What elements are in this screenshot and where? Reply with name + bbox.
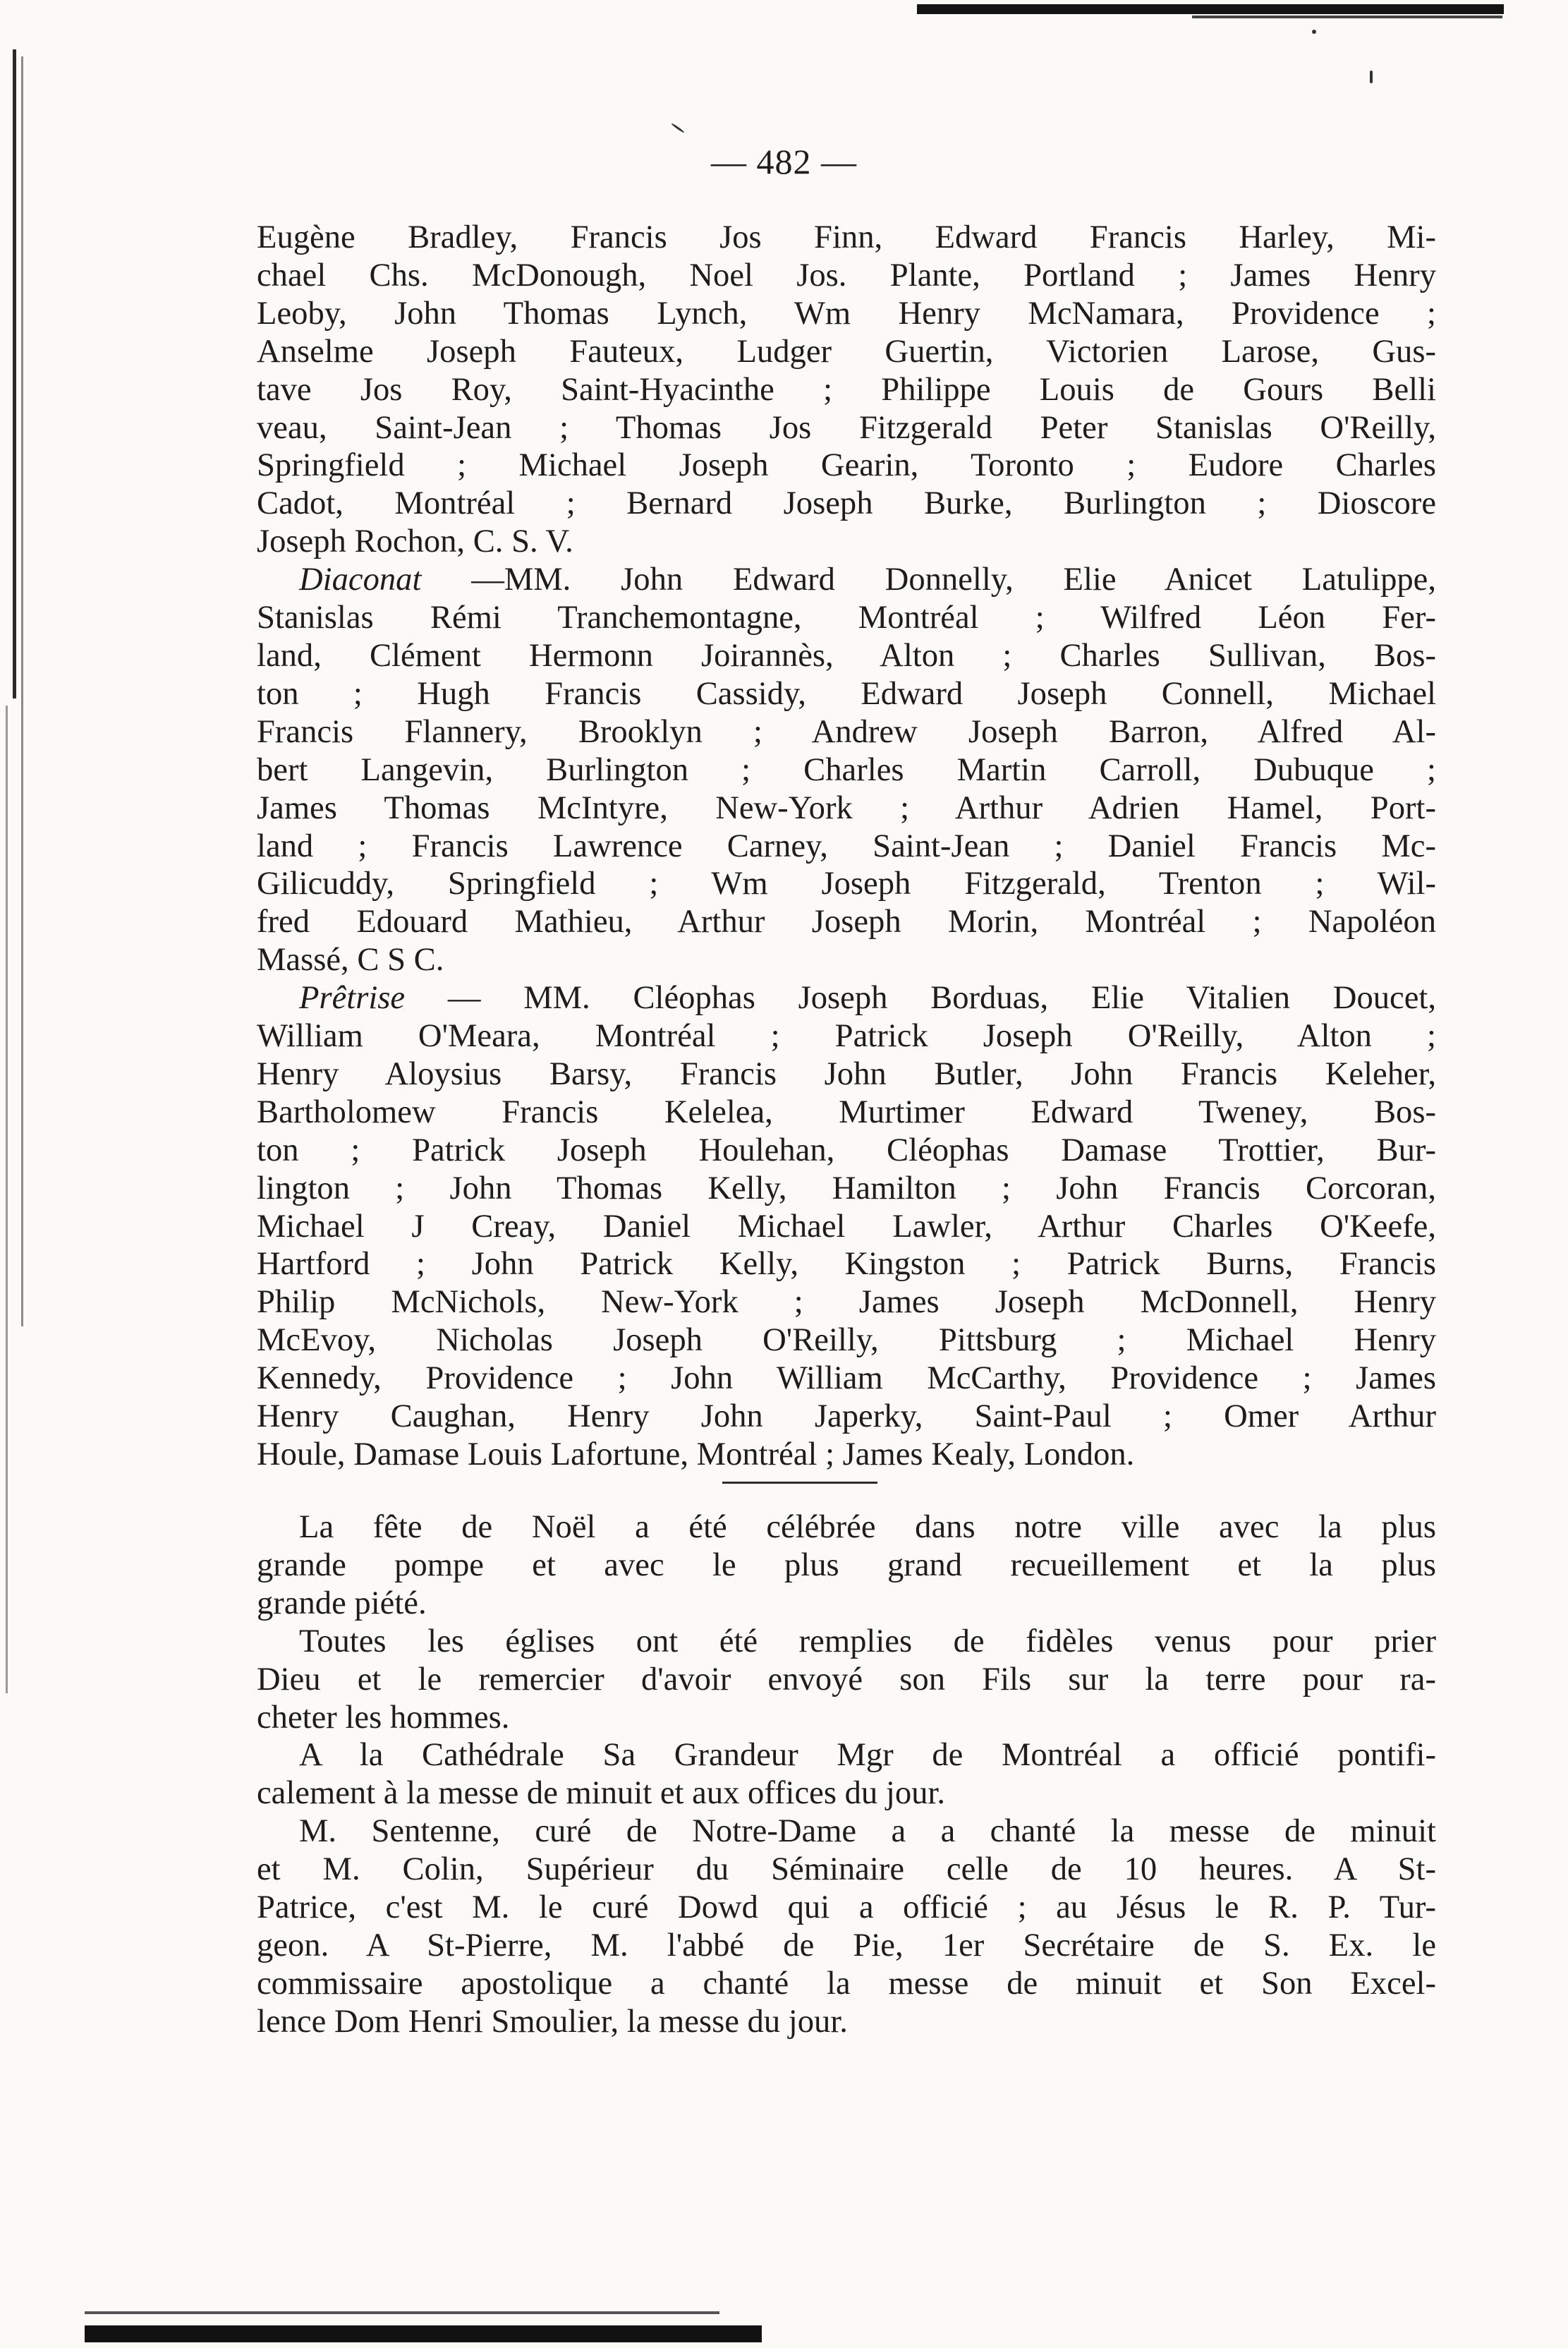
scan-border-bottom [85, 2325, 762, 2342]
text-line: grande piété. [257, 1584, 427, 1621]
pretrise-first-line: — MM. Cléophas Joseph Borduas, Elie Vitalien Doucet, [405, 979, 1436, 1017]
page-number: — 482 — [711, 142, 857, 181]
scan-border-left-thin [21, 56, 23, 1326]
text-line: Anselme Joseph Fauteux, Ludger Guertin, Victorien Larose, Gus- [257, 332, 1436, 370]
text-line: Gilicuddy, Springfield ; Wm Joseph Fitzgerald, Trenton ; Wil- [257, 865, 1436, 902]
diaconat-label: Diaconat [299, 561, 422, 598]
scan-speck [1312, 30, 1316, 34]
scan-border-left-faint [6, 706, 8, 1693]
text-line: chael Chs. McDonough, Noel Jos. Plante, Portland ; James Henry [257, 256, 1436, 294]
pretrise-heading-line [257, 979, 1436, 1017]
text-line: Leoby, John Thomas Lynch, Wm Henry McNamara, Providence ; [257, 294, 1436, 332]
diaconat-first-line: —MM. John Edward Donnelly, Elie Anicet Latulippe, [421, 561, 1436, 598]
text-line: veau, Saint-Jean ; Thomas Jos Fitzgerald Peter Stanislas O'Reilly, [257, 409, 1436, 446]
text-line: Joseph Rochon, C. S. V. [257, 523, 573, 560]
text-line: Hartford ; John Patrick Kelly, Kingston ; Patrick Burns, Francis [257, 1245, 1436, 1283]
text-line: Bartholomew Francis Kelelea, Murtimer Edward Tweney, Bos- [257, 1093, 1436, 1130]
text-line: Springfield ; Michael Joseph Gearin, Toronto ; Eudore Charles [257, 447, 1436, 484]
ordination-list [257, 219, 1436, 1474]
text-line: lence Dom Henri Smoulier, la messe du jour. [257, 2002, 848, 2040]
text-line: land, Clément Hermonn Joirannès, Alton ; Charles Sullivan, Bos- [257, 636, 1436, 674]
text-line: Houle, Damase Louis Lafortune, Montréal ; James Kealy, London. [257, 1436, 1135, 1472]
text-line: Philip McNichols, New-York ; James Joseph McDonnell, Henry [257, 1283, 1436, 1321]
text-line: Henry Aloysius Barsy, Francis John Butler, John Francis Keleher, [257, 1055, 1436, 1092]
section-separator [722, 1482, 877, 1484]
text-line: William O'Meara, Montréal ; Patrick Joseph O'Reilly, Alton ; [257, 1017, 1436, 1055]
text-line: Kennedy, Providence ; John William McCarthy, Providence ; James [257, 1360, 1436, 1397]
text-line: Henry Caughan, Henry John Japerky, Saint-Paul ; Omer Arthur [257, 1398, 1436, 1435]
text-line: ton ; Patrick Joseph Houlehan, Cléophas Damase Trottier, Bur- [257, 1131, 1436, 1168]
text-line: Dieu et le remercier d'avoir envoyé son Fils sur la terre pour ra- [257, 1660, 1436, 1698]
text-line: Toutes les églises ont été remplies de fidèles venus pour prier [299, 1622, 1436, 1659]
text-line: Michael J Creay, Daniel Michael Lawler, Arthur Charles O'Keefe, [257, 1207, 1436, 1245]
scan-border-top [917, 4, 1504, 14]
text-line: La fête de Noël a été célébrée dans notre ville avec la plus [299, 1508, 1436, 1545]
pretrise-label: Prêtrise [299, 979, 406, 1017]
text-line: Massé, C S C. [257, 941, 444, 979]
text-line: calement à la messe de minuit et aux offices du jour. [257, 1774, 946, 1812]
text-line: commissaire apostolique a chanté la messe de minuit et Son Excel- [257, 1964, 1436, 2002]
text-line: ton ; Hugh Francis Cassidy, Edward Joseph Connell, Michael [257, 674, 1436, 712]
text-line: tave Jos Roy, Saint-Hyacinthe ; Philippe Louis de Gours Belli [257, 370, 1436, 408]
text-line: fred Edouard Mathieu, Arthur Joseph Morin, Montréal ; Napoléon [257, 903, 1436, 940]
diaconat-heading-line [257, 561, 1436, 599]
text-line: cheter les hommes. [257, 1698, 510, 1736]
scan-border-top-thin [1192, 16, 1502, 18]
text-line: land ; Francis Lawrence Carney, Saint-Jean ; Daniel Francis Mc- [257, 827, 1436, 864]
text-line: McEvoy, Nicholas Joseph O'Reilly, Pittsburg ; Michael Henry [257, 1321, 1436, 1359]
text-line: geon. A St-Pierre, M. l'abbé de Pie, 1er Secrétaire de S. Ex. le [257, 1926, 1436, 1963]
scan-speck [671, 123, 685, 133]
text-line: A la Cathédrale Sa Grandeur Mgr de Montréal a officié pontifi- [299, 1736, 1436, 1774]
text-line: et M. Colin, Supérieur du Séminaire celle de 10 heures. A St- [257, 1851, 1436, 1888]
christmas-report [257, 1508, 1436, 2041]
scan-border-bottom-thin [85, 2311, 719, 2314]
text-line: M. Sentenne, curé de Notre-Dame a a chanté la messe de minuit [299, 1813, 1436, 1850]
text-line: grande pompe et avec le plus grand recueillement et la plus [257, 1546, 1436, 1583]
text-line: lington ; John Thomas Kelly, Hamilton ; John Francis Corcoran, [257, 1169, 1436, 1206]
text-line: Cadot, Montréal ; Bernard Joseph Burke, Burlington ; Dioscore [257, 485, 1436, 522]
scan-speck [1370, 71, 1373, 83]
text-line: bert Langevin, Burlington ; Charles Martin Carroll, Dubuque ; [257, 751, 1436, 788]
text-line: Stanislas Rémi Tranchemontagne, Montréal ; Wilfred Léon Fer- [257, 599, 1436, 636]
text-line: James Thomas McIntyre, New-York ; Arthur Adrien Hamel, Port- [257, 789, 1436, 826]
text-line: Patrice, c'est M. le curé Dowd qui a officié ; au Jésus le R. P. Tur- [257, 1889, 1436, 1926]
text-line: Francis Flannery, Brooklyn ; Andrew Joseph Barron, Alfred Al- [257, 713, 1436, 750]
text-line: Eugène Bradley, Francis Jos Finn, Edward Francis Harley, Mi- [257, 219, 1436, 255]
